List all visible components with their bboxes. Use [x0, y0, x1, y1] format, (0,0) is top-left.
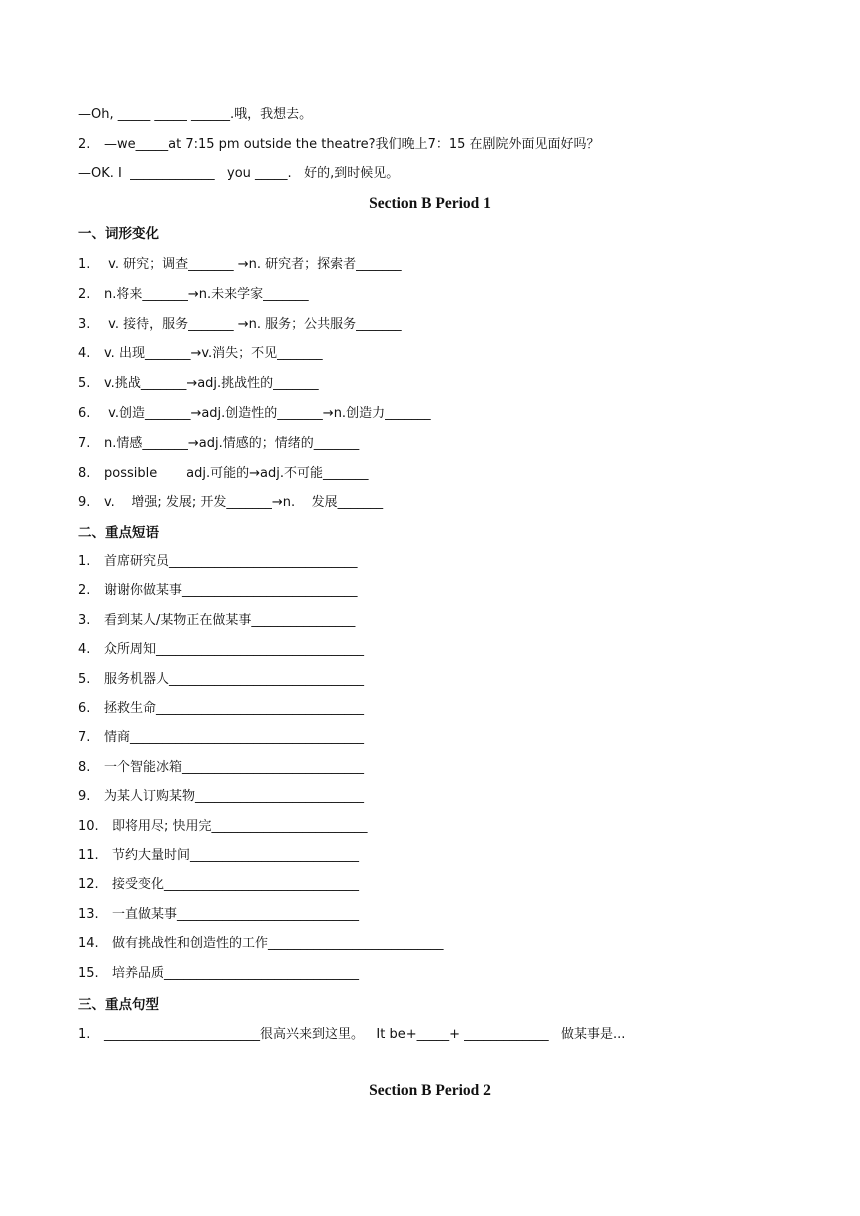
word-form-item-number: 4.	[78, 346, 91, 362]
phrase-item	[78, 700, 364, 718]
word-form-item-number: 6.	[78, 406, 91, 421]
word-form-item	[78, 465, 368, 483]
word-form-item-text: v. 出现_______→v.消失；不见_______	[104, 346, 323, 362]
word-form-item-number: 5.	[78, 376, 91, 392]
phrase-item	[78, 965, 359, 983]
phrase-item	[78, 671, 364, 689]
dialog-line-2-number: 2.	[78, 137, 91, 152]
phrase-item-text: 培养品质______________________________	[112, 965, 360, 981]
word-form-item	[78, 494, 383, 512]
word-form-item-text: v. 研究；调查_______ →n. 研究者；探索者_______	[104, 257, 402, 272]
word-form-item-number: 9.	[78, 495, 91, 511]
phrase-item-text: 做有挑战性和创造性的工作___________________________	[112, 936, 444, 952]
phrase-item-text: 即将用尽; 快用完________________________	[112, 818, 368, 834]
phrase-item	[78, 935, 444, 953]
phrase-item-number: 12.	[78, 877, 99, 893]
word-form-item-number: 1.	[78, 257, 91, 272]
phrase-item	[78, 876, 359, 894]
phrase-item	[78, 818, 368, 836]
word-form-item	[78, 345, 323, 363]
word-form-item	[78, 316, 402, 334]
phrase-item-number: 3.	[78, 612, 91, 628]
section-title-period-2: Section B Period 2	[369, 1082, 491, 1099]
word-form-item	[78, 286, 309, 304]
phrase-item	[78, 729, 364, 747]
phrase-item-text: 众所周知________________________________	[104, 642, 365, 658]
phrase-item-number: 13.	[78, 906, 99, 922]
word-form-item-text: v.创造_______→adj.创造性的_______→n.创造力_______	[104, 406, 431, 421]
phrase-item	[78, 847, 359, 865]
phrase-item-number: 14.	[78, 936, 99, 952]
phrase-item	[78, 788, 364, 806]
phrase-item-text: 节约大量时间__________________________	[112, 848, 360, 863]
word-form-item-text: v. 接待，服务_______ →n. 服务；公共服务_______	[104, 316, 402, 332]
section-title-period-1: Section B Period 1	[369, 195, 491, 212]
phrase-item-number: 5.	[78, 671, 91, 687]
phrase-item-number: 2.	[78, 583, 91, 599]
phrase-item-number: 6.	[78, 701, 91, 716]
word-form-item-text: v. 增强; 发展; 开发_______→n. 发展_______	[104, 495, 384, 511]
phrase-item-text: 一个智能冰箱____________________________	[104, 759, 365, 775]
sentence-pattern-item-number: 1.	[78, 1027, 91, 1042]
phrase-item-text: 为某人订购某物__________________________	[104, 789, 365, 805]
phrase-item-number: 4.	[78, 642, 91, 658]
phrase-item-text: 服务机器人______________________________	[104, 671, 365, 687]
phrase-item-text: 首席研究员_____________________________	[104, 554, 358, 569]
part-1-heading: 一、词形变化	[78, 226, 159, 242]
sentence-pattern-item-text: ________________________很高兴来到这里。 It be+_____+ _____________ 做某事是...	[104, 1027, 626, 1042]
word-form-item-text: n.情感_______→adj.情感的；情绪的_______	[104, 435, 360, 451]
phrase-item-text: 接受变化______________________________	[112, 877, 360, 893]
phrase-item-text: 看到某人/某物正在做某事________________	[104, 612, 356, 628]
dialog-line-3: —OK. I _____________ you _____. 好的,到时候见。	[78, 166, 400, 181]
phrase-item	[78, 612, 355, 630]
part-3-heading: 三、重点句型	[78, 997, 159, 1013]
phrase-item-number: 10.	[78, 818, 99, 834]
word-form-item	[78, 256, 402, 274]
dialog-line-1: —Oh, _____ _____ ______.哦，我想去。	[78, 107, 313, 122]
dialog-line-2	[78, 136, 600, 154]
word-form-item	[78, 375, 319, 393]
phrase-item	[78, 759, 364, 777]
phrase-item	[78, 906, 359, 924]
phrase-item	[78, 582, 358, 600]
word-form-item-number: 3.	[78, 316, 91, 332]
phrase-item-text: 情商____________________________________	[104, 730, 365, 746]
phrase-item	[78, 553, 358, 571]
phrase-item-number: 11.	[78, 848, 99, 863]
word-form-item	[78, 435, 359, 453]
part-2-heading: 二、重点短语	[78, 525, 159, 541]
phrase-item-number: 1.	[78, 554, 91, 569]
word-form-item-number: 2.	[78, 286, 91, 302]
phrase-item-number: 8.	[78, 759, 91, 775]
dialog-line-2-text: —we_____at 7:15 pm outside the theatre?我们晚上7：15 在剧院外面见面好吗？	[104, 137, 600, 152]
word-form-item-text: n.将来_______→n.未来学家_______	[104, 286, 309, 302]
phrase-item-text: 谢谢你做某事___________________________	[104, 583, 358, 599]
phrase-item-text: 一直做某事____________________________	[112, 906, 360, 922]
sentence-pattern-item	[78, 1026, 625, 1044]
phrase-item-number: 7.	[78, 730, 91, 746]
word-form-item-number: 7.	[78, 435, 91, 451]
phrase-item	[78, 641, 364, 659]
phrase-item-number: 15.	[78, 965, 99, 981]
phrase-item-number: 9.	[78, 789, 91, 805]
word-form-item-text: v.挑战_______→adj.挑战性的_______	[104, 376, 319, 392]
word-form-item-text: possible adj.可能的→adj.不可能_______	[104, 465, 369, 481]
phrase-item-text: 拯救生命________________________________	[104, 701, 365, 716]
word-form-item-number: 8.	[78, 465, 91, 481]
word-form-item	[78, 405, 431, 423]
